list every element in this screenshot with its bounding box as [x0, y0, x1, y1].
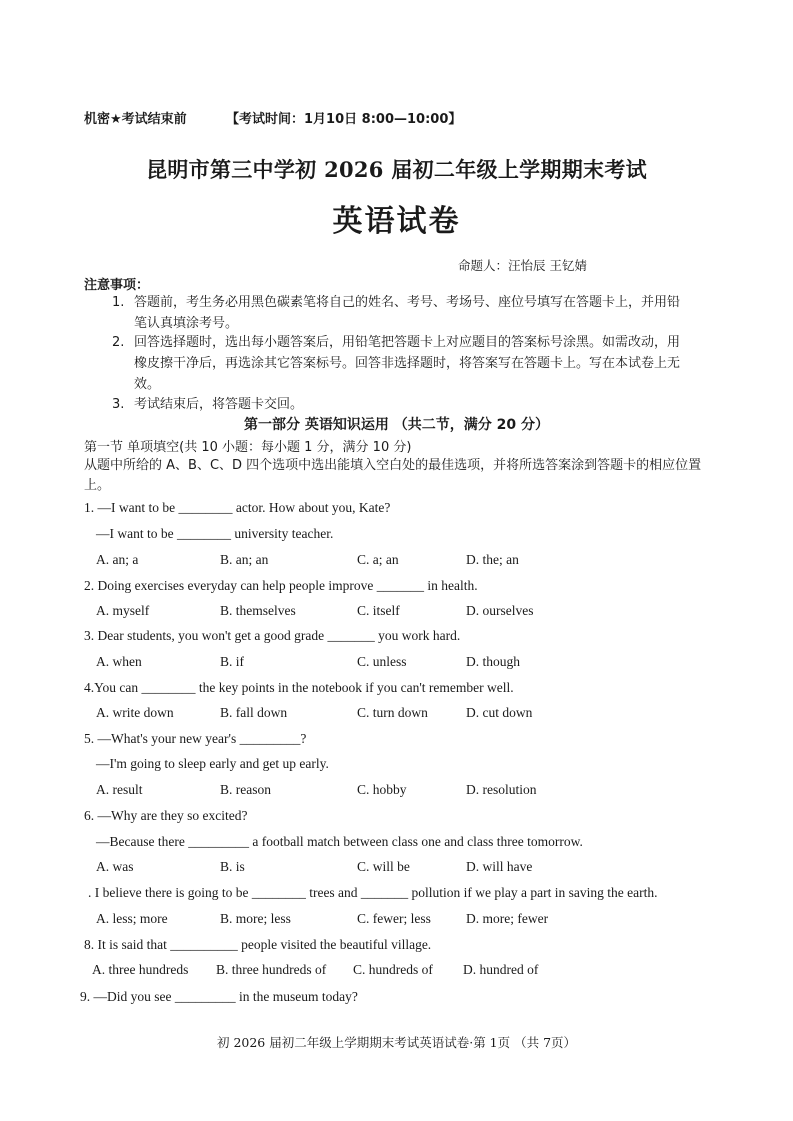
exam-title: 昆明市第三中学初 2026 届初二年级上学期期末考试: [146, 157, 647, 182]
option: B. themselves: [220, 603, 296, 618]
option: A. an; a: [96, 552, 139, 567]
notice-text: 考试结束后，将答题卡交回。: [134, 397, 304, 412]
option: C. a; an: [357, 552, 399, 567]
confidential-label: 机密★考试结束前: [84, 112, 187, 127]
notice-text: 回答选择题时，选出每小题答案后，用铅笔把答题卡上对应题目的答案标号涂黑。如需改动，用: [134, 335, 681, 350]
question-7: . I believe there is going to be ________ trees and _______ pollution if we play a part in saving the earth.: [88, 885, 658, 900]
option: A. was: [96, 859, 134, 874]
paper-title: 英语试卷: [332, 204, 461, 239]
option: D. the; an: [466, 552, 519, 567]
notice-item: [112, 292, 720, 334]
page-footer: 初 2026 届初二年级上学期期末考试英语试卷·第 1页 （共 7页）: [216, 1035, 577, 1050]
notice-text: 橡皮擦干净后，再选涂其它答案标号。回答非选择题时，将答案写在答题卡上。写在本试卷上无: [134, 356, 681, 371]
question-5-line-1: 5. —What's your new year's _________?: [84, 731, 307, 746]
option: C. unless: [357, 654, 407, 669]
option: D. cut down: [466, 705, 533, 720]
question-3: 3. Dear students, you won't get a good grade _______ you work hard.: [84, 628, 461, 643]
option: C. itself: [357, 603, 400, 618]
option: B. is: [220, 859, 245, 874]
instructions: 从题中所给的 A、B、C、D 四个选项中选出能填入空白处的最佳选项，并将所选答案涂到答题卡的相应位置上。: [84, 458, 702, 493]
option: C. fewer; less: [357, 911, 431, 926]
option: D. will have: [466, 859, 533, 874]
option: C. hobby: [357, 782, 407, 797]
option: C. will be: [357, 859, 410, 874]
exam-time: 【考试时间：1月10日 8:00—10:00】: [226, 112, 462, 127]
question-8: 8. It is said that __________ people visited the beautiful village.: [84, 937, 432, 952]
option: A. less; more: [96, 911, 168, 926]
part-title: 第一部分 英语知识运用 （共二节，满分 20 分）: [244, 417, 549, 433]
notice-text: 笔认真填涂考号。: [134, 316, 239, 331]
notice-item: [112, 332, 720, 395]
option: C. hundreds of: [353, 962, 433, 977]
question-5-line-2: —I'm going to sleep early and get up early.: [96, 756, 329, 771]
option: B. reason: [220, 782, 271, 797]
option: D. though: [466, 654, 520, 669]
option: B. three hundreds of: [216, 962, 327, 977]
option: A. when: [96, 654, 142, 669]
option: D. hundred of: [463, 962, 539, 977]
question-1-line-1: 1. —I want to be ________ actor. How about you, Kate?: [84, 500, 391, 515]
question-6-line-1: 6. —Why are they so excited?: [84, 808, 248, 823]
option: D. more; fewer: [466, 911, 549, 926]
notice-text: 答题前，考生务必用黑色碳素笔将自己的姓名、考号、考场号、座位号填写在答题卡上，并用铅: [134, 295, 681, 310]
notice-item: [112, 394, 720, 415]
question-9: 9. —Did you see _________ in the museum today?: [80, 989, 358, 1004]
question-2: 2. Doing exercises everyday can help people improve _______ in health.: [84, 578, 478, 593]
option: A. result: [96, 782, 143, 797]
option: A. three hundreds: [92, 962, 189, 977]
notice-number: 3.: [112, 397, 125, 412]
question-4: 4.You can ________ the key points in the notebook if you can't remember well.: [84, 680, 514, 695]
option: A. write down: [96, 705, 174, 720]
option: C. turn down: [357, 705, 428, 720]
option: B. an; an: [220, 552, 269, 567]
notice-number: 2.: [112, 335, 125, 350]
question-1-line-2: —I want to be ________ university teacher.: [96, 526, 334, 541]
option: B. fall down: [220, 705, 288, 720]
notice-heading: 注意事项：: [84, 278, 150, 293]
notice-text: 效。: [134, 377, 161, 392]
section-title: 第一节 单项填空(共 10 小题：每小题 1 分，满分 10 分): [84, 440, 412, 455]
option: A. myself: [96, 603, 150, 618]
question-6-line-2: —Because there _________ a football match between class one and class three tomorrow.: [96, 834, 583, 849]
option: D. ourselves: [466, 603, 534, 618]
notice-number: 1.: [112, 295, 125, 310]
option: D. resolution: [466, 782, 537, 797]
option: B. more; less: [220, 911, 291, 926]
option: B. if: [220, 654, 245, 669]
authors: 命题人：汪怡辰 王钇婧: [458, 258, 587, 273]
